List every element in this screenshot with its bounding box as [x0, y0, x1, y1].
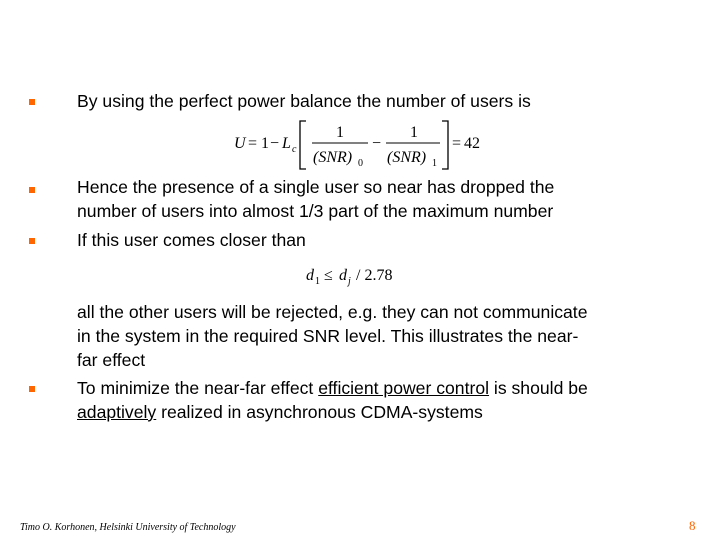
- eq1-mid-minus: −: [372, 135, 382, 152]
- eq1-frac2-den: (SNR): [387, 149, 427, 166]
- eq1-right-bracket: [442, 121, 448, 169]
- eq2-dj-sub: j: [348, 276, 351, 287]
- equation-user-count: [228, 118, 528, 172]
- bullet-4-line-1-pre: To minimize the near-far effect: [77, 378, 319, 398]
- eq1-frac1-den: (SNR): [313, 149, 353, 166]
- footer-author: Timo O. Korhonen, Helsinki University of Technology: [20, 522, 236, 533]
- continuation-text: [77, 300, 588, 372]
- bullet-text: [77, 175, 554, 223]
- continuation-line-1: all the other users will be rejected, e.g. they can not communicate: [77, 302, 588, 322]
- eq1-lhs: U: [234, 135, 246, 152]
- bullet-2-line-2: number of users into almost 1/3 part of the maximum number: [77, 201, 554, 221]
- eq2-dj: d: [339, 267, 347, 284]
- eq2-d1-sub: 1: [315, 276, 320, 287]
- eq1-L: L: [282, 135, 291, 152]
- bullet-2-line-1: Hence the presence of a single user so near has dropped the: [77, 177, 555, 197]
- bullet-text: [77, 228, 306, 252]
- eq1-result: 42: [464, 135, 480, 152]
- eq1-frac2-sub: 1: [432, 158, 437, 169]
- eq1-one: 1: [261, 135, 269, 152]
- eq1-result-equals: =: [452, 135, 462, 152]
- bullet-marker: [29, 386, 35, 392]
- efficient-power-control-link[interactable]: efficient power control: [318, 378, 490, 398]
- bullet-marker: [29, 187, 35, 193]
- adaptively-link[interactable]: adaptively: [77, 402, 157, 422]
- bullet-4-line-2-post: realized in asynchronous CDMA-systems: [156, 402, 483, 422]
- eq1-equals: =: [248, 135, 258, 152]
- eq1-frac1-sub: 0: [358, 158, 363, 169]
- continuation-line-2: in the system in the required SNR level. This illustrates the near-: [77, 326, 579, 346]
- eq2-div: / 2.78: [356, 267, 393, 284]
- eq1-minus: −: [270, 135, 280, 152]
- eq1-frac2-num: 1: [410, 124, 418, 141]
- equation-distance-threshold: [302, 262, 412, 288]
- bullet-text: [77, 89, 531, 113]
- eq1-frac1-num: 1: [336, 124, 344, 141]
- footer-page-number: 8: [689, 518, 696, 533]
- eq2-leq: ≤: [324, 267, 333, 284]
- bullet-4-line-1-post: is should be: [489, 378, 588, 398]
- eq1-L-sub: c: [292, 144, 297, 155]
- bullet-4-line-2: [77, 400, 588, 424]
- bullet-1-line-1: By using the perfect power balance the number of users is: [77, 91, 531, 111]
- bullet-text: [77, 376, 588, 424]
- bullet-3-line-1: If this user comes closer than: [77, 230, 306, 250]
- eq2-d1: d: [306, 267, 314, 284]
- eq1-left-bracket: [300, 121, 306, 169]
- continuation-line-3: far effect: [77, 350, 146, 370]
- bullet-4-line-1: [77, 376, 588, 400]
- bullet-marker: [29, 238, 35, 244]
- bullet-marker: [29, 99, 35, 105]
